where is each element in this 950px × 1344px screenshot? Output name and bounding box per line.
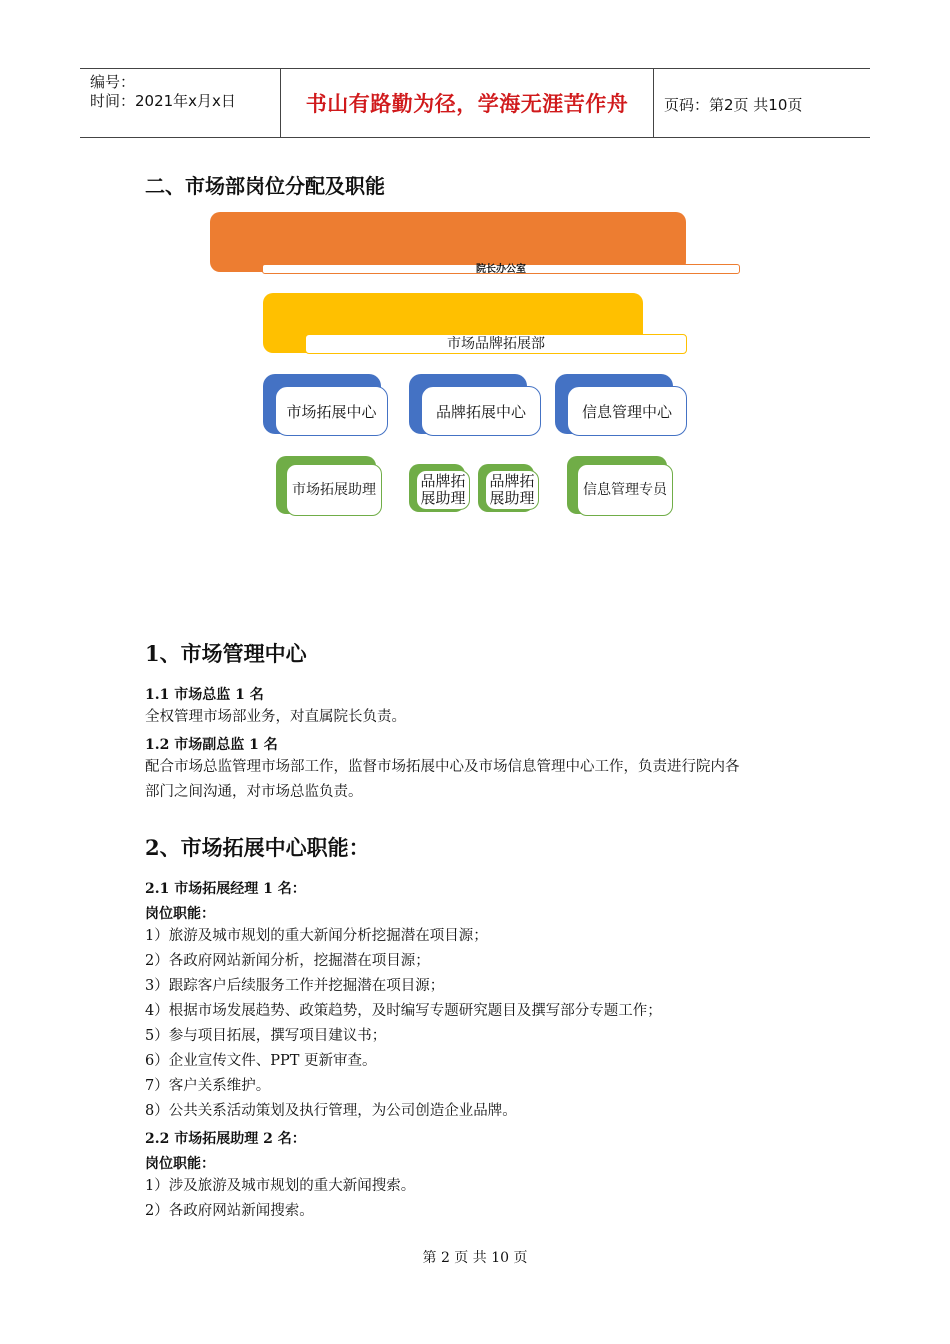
section-1-title: 1、市场管理中心 bbox=[145, 641, 307, 666]
section-1-1-text: 全权管理市场部业务，对直属院长负责。 bbox=[145, 709, 406, 725]
page-label: 页码：第2页 共10页 bbox=[664, 96, 803, 114]
assistant-market: 市场拓展助理 bbox=[286, 464, 382, 516]
page-header bbox=[80, 68, 870, 138]
section-title: 二、市场部岗位分配及职能 bbox=[145, 174, 385, 198]
list-item: 2）各政府网站新闻搜索。 bbox=[145, 1203, 314, 1219]
section-1-2-text-a: 配合市场总监管理市场部工作，监督市场拓展中心及市场信息管理中心工作，负责进行院内各 bbox=[145, 759, 740, 775]
list-item: 2）各政府网站新闻分析，挖掘潜在项目源； bbox=[145, 953, 430, 969]
number-label: 编号： bbox=[90, 73, 136, 91]
assistant-info: 信息管理专员 bbox=[577, 464, 673, 516]
section-1-1-heading: 1.1 市场总监 1 名 bbox=[145, 687, 264, 703]
list-item: 8）公共关系活动策划及执行管理，为公司创造企业品牌。 bbox=[145, 1103, 517, 1119]
time-label: 时间：2021年x月x日 bbox=[90, 92, 236, 110]
header-cell-motto bbox=[281, 69, 654, 137]
list-item: 6）企业宣传文件、PPT 更新审查。 bbox=[145, 1053, 377, 1069]
org-top-label: 院长办公室 bbox=[262, 264, 740, 274]
page-footer: 第 2 页 共 10 页 bbox=[422, 1250, 528, 1266]
list-item: 1）旅游及城市规划的重大新闻分析挖掘潜在项目源； bbox=[145, 928, 488, 944]
org-level2-label: 市场品牌拓展部 bbox=[305, 334, 687, 354]
header-cell-page bbox=[654, 69, 870, 137]
section-2-2-heading: 2.2 市场拓展助理 2 名： bbox=[145, 1131, 306, 1147]
list-item: 3）跟踪客户后续服务工作并挖掘潜在项目源； bbox=[145, 978, 445, 994]
center-market-expansion: 市场拓展中心 bbox=[275, 386, 388, 436]
assistant-brand-1: 品牌拓展助理 bbox=[416, 470, 470, 510]
motto: 书山有路勤为径，学海无涯苦作舟 bbox=[305, 91, 629, 116]
center-info-management: 信息管理中心 bbox=[567, 386, 687, 436]
section-1-2-heading: 1.2 市场副总监 1 名 bbox=[145, 737, 278, 753]
list-item: 7）客户关系维护。 bbox=[145, 1078, 271, 1094]
list-item: 5）参与项目拓展，撰写项目建议书； bbox=[145, 1028, 387, 1044]
section-2-1-heading: 2.1 市场拓展经理 1 名： bbox=[145, 881, 306, 897]
header-cell-info bbox=[80, 69, 281, 137]
section-2-1-duty-label: 岗位职能： bbox=[145, 906, 215, 922]
assistant-brand-2: 品牌拓展助理 bbox=[485, 470, 539, 510]
section-2-title: 2、市场拓展中心职能： bbox=[145, 835, 370, 860]
org-top-block bbox=[210, 212, 686, 272]
list-item: 1）涉及旅游及城市规划的重大新闻搜索。 bbox=[145, 1178, 416, 1194]
list-item: 4）根据市场发展趋势、政策趋势，及时编写专题研究题目及撰写部分专题工作； bbox=[145, 1003, 662, 1019]
section-2-2-duty-label: 岗位职能： bbox=[145, 1156, 215, 1172]
section-1-2-text-b: 部门之间沟通，对市场总监负责。 bbox=[145, 784, 363, 800]
center-brand-expansion: 品牌拓展中心 bbox=[421, 386, 541, 436]
